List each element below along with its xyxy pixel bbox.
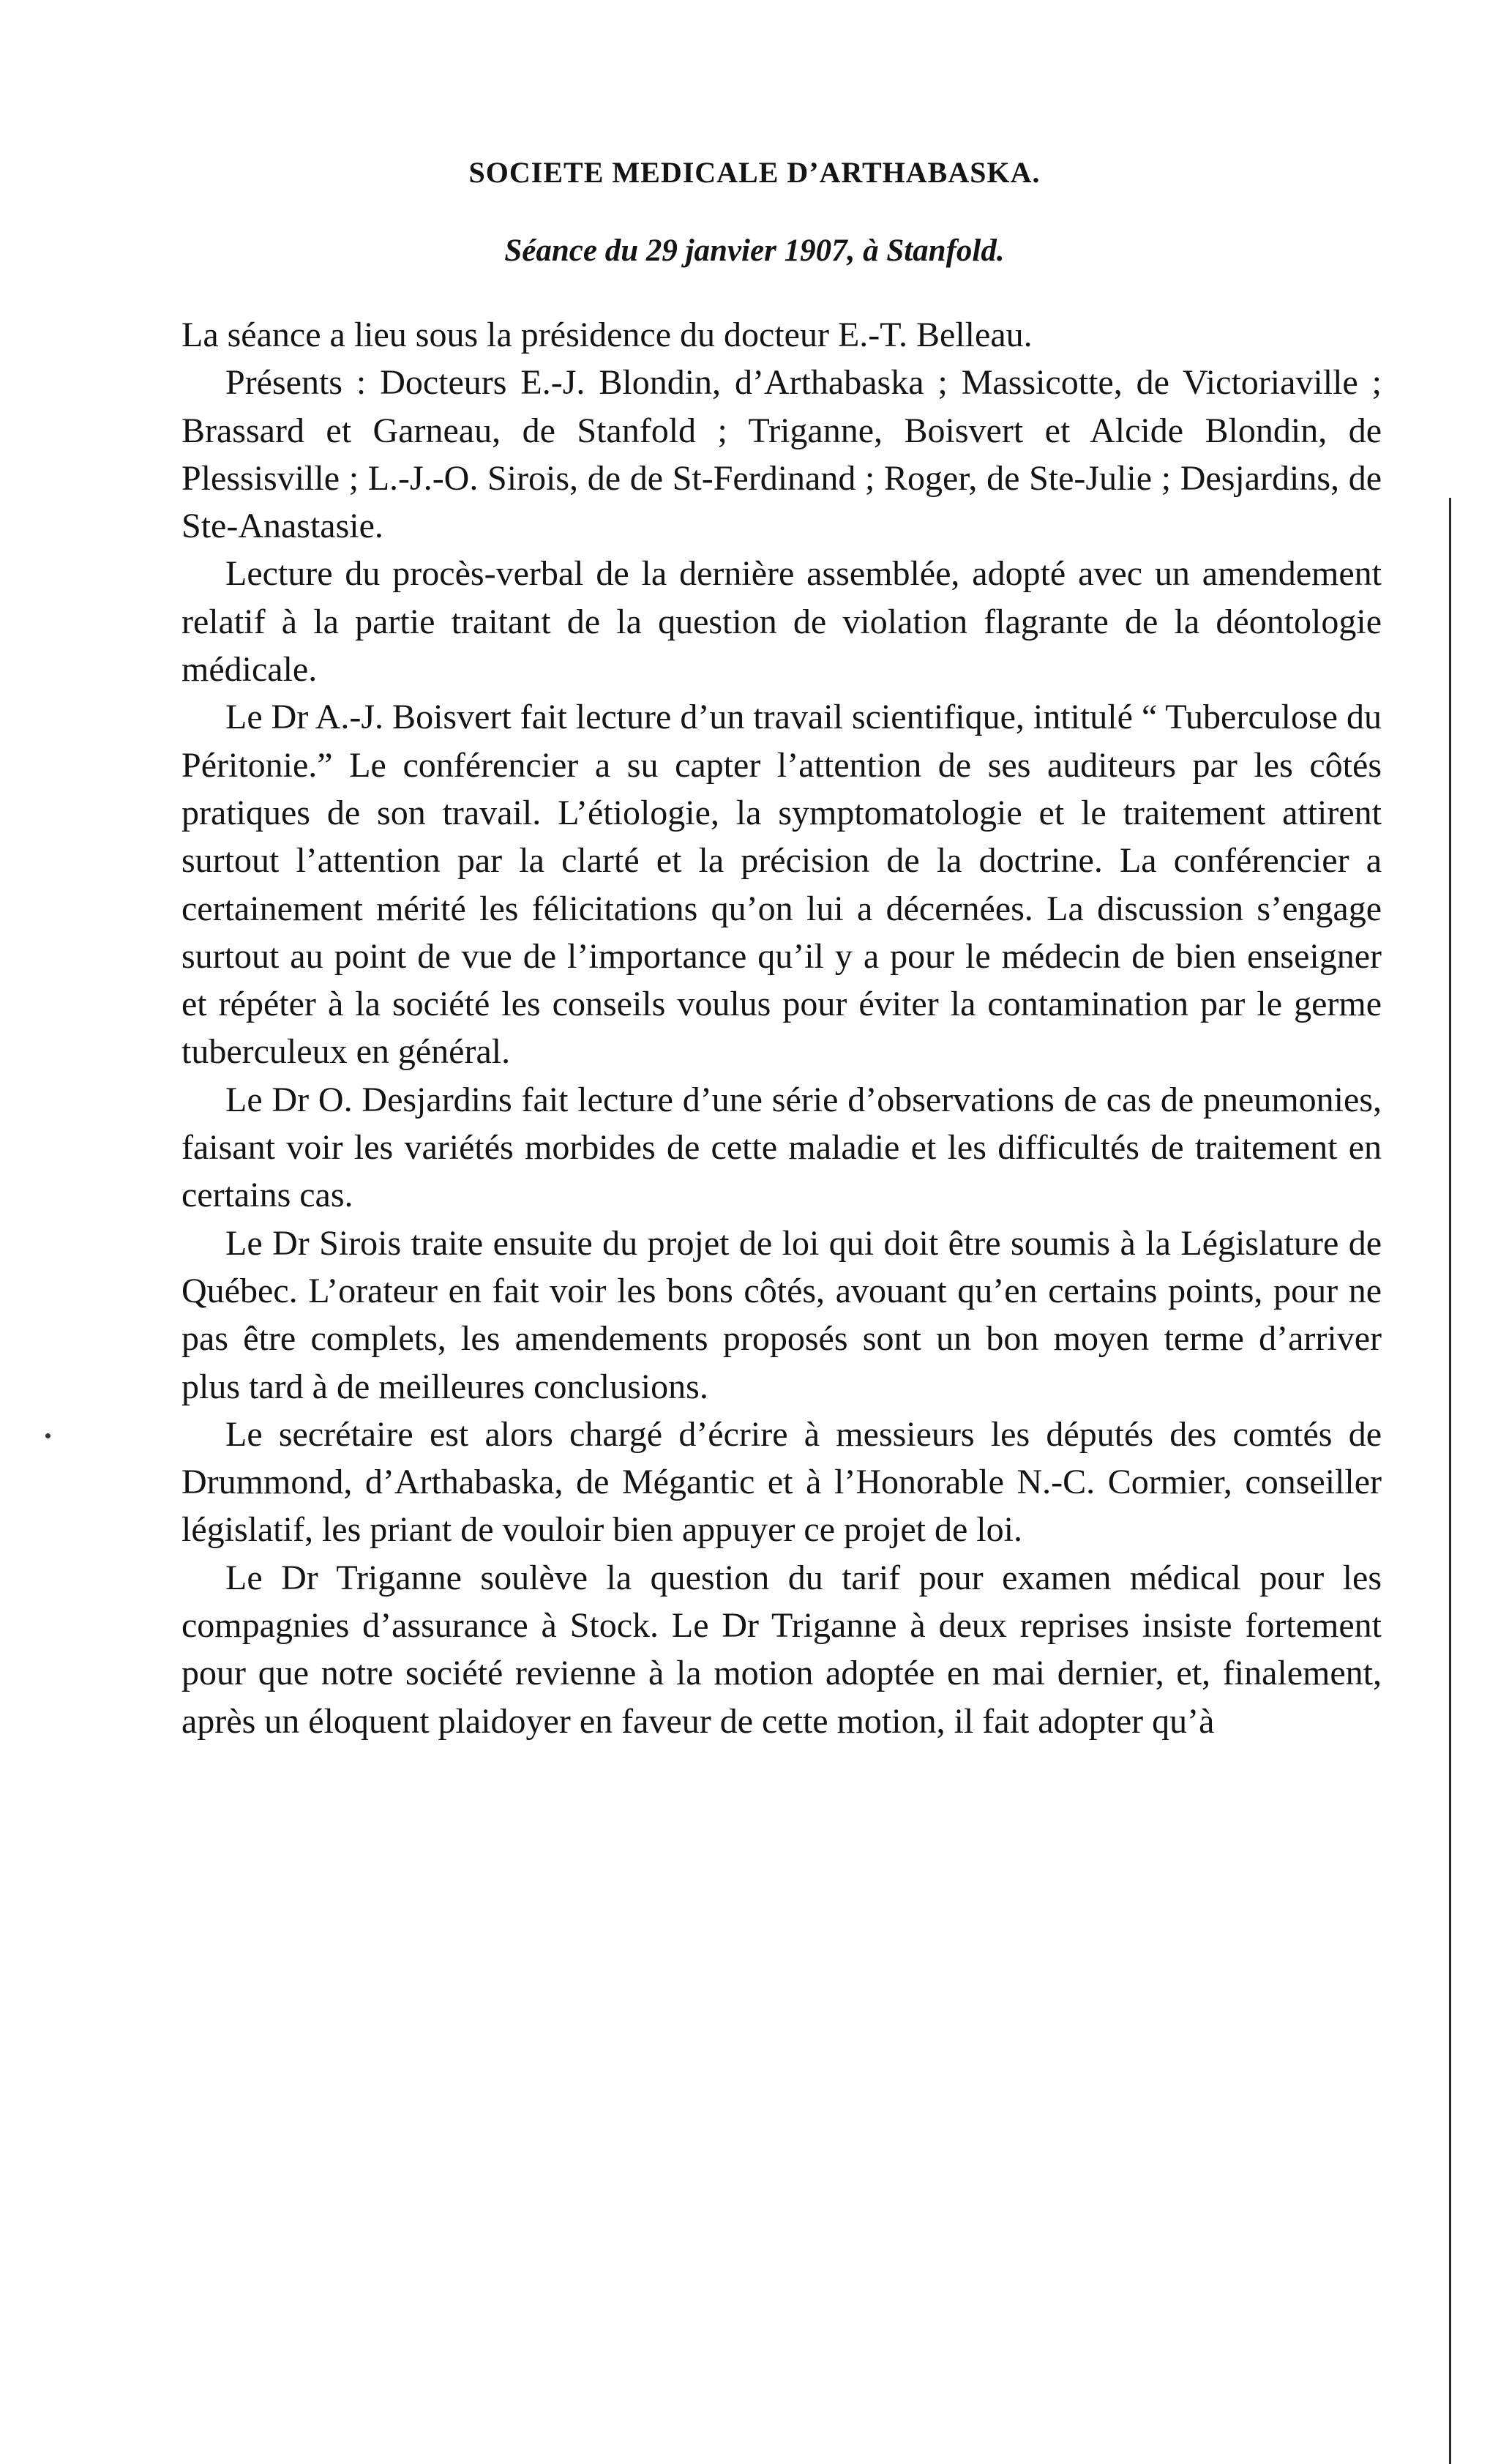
paragraph-boisvert: Le Dr A.-J. Boisvert fait lecture d’un travail scientifique, intitulé “ Tuberculose du Péritonie.” Le conférencier a su capter l’attention de ses auditeurs par les côtés pratiques de son travail. L’étiologie, la symptomatologie et le traitement attirent surtout l’attention par la clarté et la précision de la doctrine. La conférencier a certainement mérité les félicitations qu’on lui a décernées. La discussion s’engage surtout au point de vue de l’importance qu’il y a pour le médecin de bien enseigner et répéter à la société les conseils voulus pour éviter la contamination par le germe tuberculeux en général. xyxy=(181,698,1382,1072)
scan-speck xyxy=(45,1433,50,1438)
paragraph-presidence: La séance a lieu sous la présidence du docteur E.-T. Belleau. xyxy=(181,316,1033,354)
page-edge-rule xyxy=(1449,498,1451,2464)
paragraph-presents: Présents : Docteurs E.-J. Blondin, d’Arthabaska ; Massicotte, de Victoriaville ; Brassard et Garneau, de Stanfold ; Triganne, Boisvert et Alcide Blondin, de Plessisville ; L.-J.-O. Sirois, de de St-Ferdinand ; Roger, de Ste-Julie ; Desjardins, de Ste-Anastasie. xyxy=(181,363,1382,546)
session-subtitle: Séance du 29 janvier 1907, à Stanfold. xyxy=(504,234,1005,268)
paragraph-secretaire: Le secrétaire est alors chargé d’écrire à messieurs les députés des comtés de Drummond, d’Arthabaska, de Mégantic et à l’Honorable N.-C. Cormier, conseiller législatif, les priant de vouloir bien appuyer ce projet de loi. xyxy=(181,1414,1382,1550)
paragraph-triganne: Le Dr Triganne soulève la question du tarif pour examen médical pour les compagnies d’assurance à Stock. Le Dr Triganne à deux reprises insiste fortement pour que notre société revienne à la motion adoptée en mai dernier, et, finalement, après un éloquent plaidoyer en faveur de cette motion, il fait adopter qu’à xyxy=(181,1558,1382,1741)
paragraph-proces-verbal: Lecture du procès-verbal de la dernière assemblée, adopté avec un amendement relatif à la partie traitant de la question de violation flagrante de la déontologie médicale. xyxy=(181,554,1382,690)
body-text xyxy=(181,311,1382,1745)
paragraph-sirois: Le Dr Sirois traite ensuite du projet de loi qui doit être soumis à la Législature de Québec. L’orateur en fait voir les bons côtés, avouant qu’en certains points, pour ne pas être complets, les amendements proposés sont un bon moyen terme d’arriver plus tard à de meilleures conclusions. xyxy=(181,1223,1382,1406)
page-title: SOCIETE MEDICALE D’ARTHABASKA. xyxy=(468,156,1041,189)
paragraph-desjardins: Le Dr O. Desjardins fait lecture d’une série d’observations de cas de pneumonies, faisant voir les variétés morbides de cette maladie et les difficultés de traitement en certains cas. xyxy=(181,1080,1382,1215)
